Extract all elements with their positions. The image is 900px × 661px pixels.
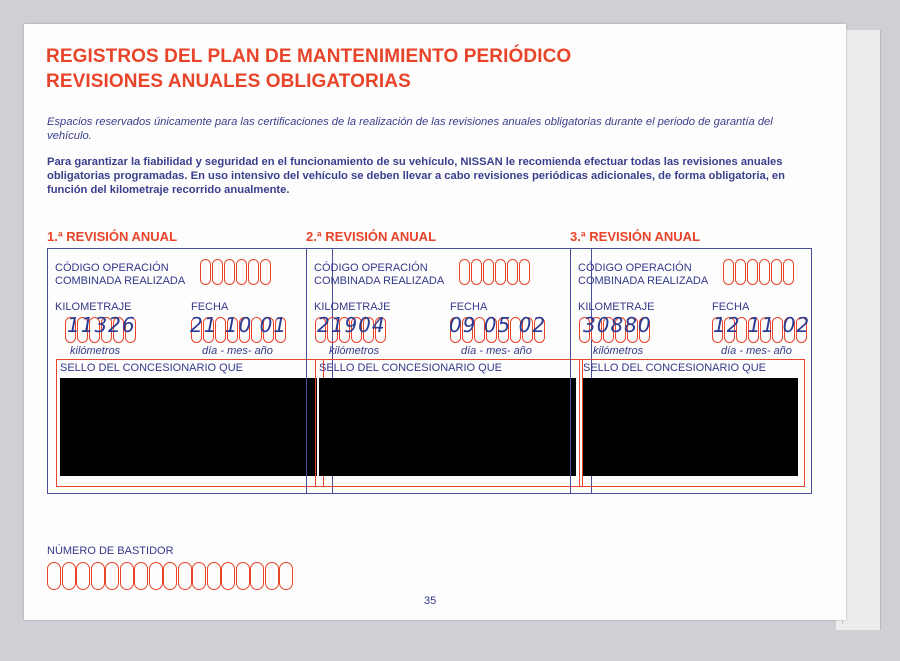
page-stack-edge-inner xyxy=(842,34,873,624)
fecha-label: FECHA xyxy=(712,301,750,313)
dealer-stamp-box xyxy=(56,359,324,487)
codigo-label: CÓDIGO OPERACIÓN xyxy=(314,262,428,274)
km-handwritten: 21904 xyxy=(317,313,386,337)
combinada-label: COMBINADA REALIZADA xyxy=(314,275,445,287)
kilometraje-label: KILOMETRAJE xyxy=(578,301,655,313)
dia-mes-ano-label: día - mes- año xyxy=(721,345,792,357)
revision-title-2: 2.ª REVISIÓN ANUAL xyxy=(306,229,437,244)
sello-label: SELLO DEL CONCESIONARIO QUE xyxy=(319,362,502,374)
kilometros-label: kilómetros xyxy=(329,345,380,357)
sello-label: SELLO DEL CONCESIONARIO QUE xyxy=(583,362,766,374)
kilometros-label: kilómetros xyxy=(593,345,644,357)
fecha-label: FECHA xyxy=(191,301,229,313)
codigo-cells xyxy=(723,259,795,285)
combinada-label: COMBINADA REALIZADA xyxy=(578,275,709,287)
codigo-label: CÓDIGO OPERACIÓN xyxy=(55,262,169,274)
page-title-line2: REVISIONES ANUALES OBLIGATORIAS xyxy=(46,71,411,92)
revision-card-3 xyxy=(570,248,812,494)
revision-card-1 xyxy=(47,248,333,494)
dia-mes-ano-label: día - mes- año xyxy=(461,345,532,357)
fecha-label: FECHA xyxy=(450,301,488,313)
revision-card-2 xyxy=(306,248,592,494)
dealer-stamp-box xyxy=(315,359,583,487)
redacted-stamp xyxy=(60,378,317,476)
revision-title-1: 1.ª REVISIÓN ANUAL xyxy=(47,229,178,244)
page-number: 35 xyxy=(424,595,437,607)
intro-bold-text: Para garantizar la fiabilidad y seguridad en el funcionamiento de su vehículo, NISSAN le recomienda efectuar todas las revisiones anuales obligatorias programadas. En uso intensivo del vehículo se deben llevar a cabo revisiones periódicas adicionales, de forma obligatoria, en función del kilometraje recorrido anualmente. xyxy=(47,156,785,196)
bastidor-cells xyxy=(47,562,294,590)
redacted-stamp xyxy=(319,378,576,476)
dealer-stamp-box xyxy=(579,359,805,487)
date-handwritten: 09 05 02 xyxy=(449,313,547,337)
codigo-label: CÓDIGO OPERACIÓN xyxy=(578,262,692,274)
kilometraje-label: KILOMETRAJE xyxy=(314,301,391,313)
redacted-stamp xyxy=(583,378,798,476)
km-handwritten: 11326 xyxy=(67,313,136,337)
dia-mes-ano-label: día - mes- año xyxy=(202,345,273,357)
combinada-label: COMBINADA REALIZADA xyxy=(55,275,186,287)
km-handwritten: 30880 xyxy=(583,313,652,337)
kilometraje-label: KILOMETRAJE xyxy=(55,301,132,313)
date-handwritten: 21 10 01 xyxy=(190,313,288,337)
kilometros-label: kilómetros xyxy=(70,345,121,357)
sello-label: SELLO DEL CONCESIONARIO QUE xyxy=(60,362,243,374)
bastidor-label: NÚMERO DE BASTIDOR xyxy=(47,545,174,557)
page-title-line1: REGISTROS DEL PLAN DE MANTENIMIENTO PERIÓDICO xyxy=(46,46,572,67)
codigo-cells xyxy=(459,259,531,285)
date-handwritten: 12 11 02 xyxy=(713,313,811,337)
codigo-cells xyxy=(200,259,272,285)
revision-title-3: 3.ª REVISIÓN ANUAL xyxy=(570,229,701,244)
intro-italic-text: Espacios reservados únicamente para las certificaciones de la realización de las revisiones anuales obligatorias durante el periodo de garantía del vehículo. xyxy=(47,116,773,142)
